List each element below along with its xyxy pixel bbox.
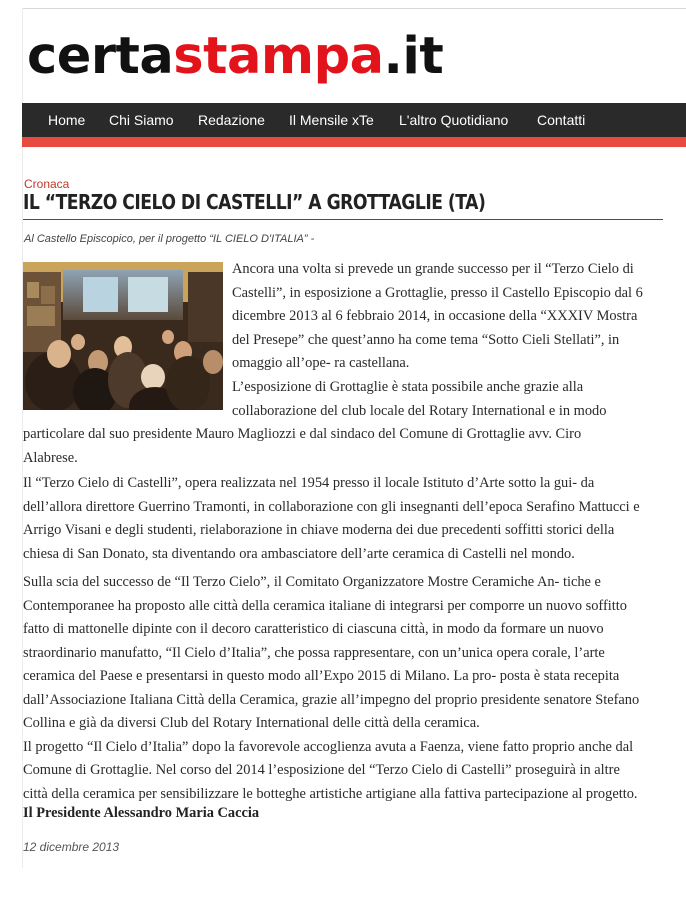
paragraph-1 xyxy=(232,258,672,376)
paragraph-3 xyxy=(23,472,668,566)
nav-item-il-mensile[interactable]: Il Mensile xTe xyxy=(289,112,374,128)
nav-item-contatti[interactable]: Contatti xyxy=(537,112,586,128)
article-title: IL “TERZO CIELO DI CASTELLI” A GROTTAGLIE (TA) xyxy=(23,190,486,214)
text-line: straordinario manufatto, “Il Cielo d’Italia”, che possa rappresentare, con un’unica opera corale, l’arte xyxy=(23,644,605,661)
article-category-link[interactable]: Cronaca xyxy=(24,177,70,191)
text-line: Il “Terzo Cielo di Castelli”, opera realizzata nel 1954 presso il locale Istituto d’Arte sotto la gui- da xyxy=(23,475,595,491)
text-line: Collina e già da diversi Club del Rotary International delle città della ceramica. xyxy=(23,715,480,731)
logo-part-certa: certa xyxy=(27,27,174,86)
article-subtitle: Al Castello Episcopico, per il progetto “IL CIELO D'ITALIA” - xyxy=(24,233,315,245)
text-line: Arrigo Visani e degli studenti, rielaborazione in chiave moderna dei due precedenti soffitti storici della xyxy=(23,522,615,538)
text-line: collaborazione del club locale del Rotary International e in modo xyxy=(232,402,607,419)
top-border xyxy=(22,8,686,9)
text-line: dall’Associazione Italiana Città della Ceramica, grazie all’impegno del proprio presidente senatore Stefano xyxy=(23,691,640,708)
text-line: Contemporanee ha proposto alle città della ceramica italiane di integrarsi per comporre un nuovo soffitto xyxy=(23,597,627,614)
article-date: 12 dicembre 2013 xyxy=(23,840,120,854)
article-signature: Il Presidente Alessandro Maria Caccia xyxy=(23,805,260,821)
text-line: Il progetto “Il Cielo d’Italia” dopo la favorevole accoglienza avuta a Faenza, viene fatto proprio anche dal xyxy=(23,738,634,755)
logo-part-stampa: stampa xyxy=(173,27,384,86)
title-divider xyxy=(23,219,663,220)
nav-item-redazione[interactable]: Redazione xyxy=(198,112,265,128)
text-line: dicembre 2013 al 6 febbraio 2014, in occasione della “XXXIV Mostra xyxy=(232,308,638,324)
site-logo[interactable] xyxy=(27,26,443,88)
exhibition-photo-image xyxy=(23,262,223,410)
text-line: del Presepe” che quest’anno ha come tema “Sotto Cieli Stellati”, in xyxy=(232,331,620,348)
text-line: città della ceramica per sensibilizzare le botteghe artistiche artigiane alla fattiva partecipazione al progetto. xyxy=(23,785,638,802)
text-line: fatto di mattonelle dipinte con il decoro caratteristico di ciascuna città, in modo da formare un nuovo xyxy=(23,621,604,637)
text-line: Ancora una volta si prevede un grande successo per il “Terzo Cielo di xyxy=(232,261,634,277)
paragraph-2-top xyxy=(232,376,672,423)
nav-item-chi-siamo[interactable]: Chi Siamo xyxy=(109,112,174,128)
text-line: L’esposizione di Grottaglie è stata possibile anche grazie alla xyxy=(232,379,584,395)
article-photo xyxy=(23,262,223,410)
text-line: Sulla scia del successo de “Il Terzo Cielo”, il Comitato Organizzatore Mostre Ceramiche An- tiche e xyxy=(23,574,601,590)
text-line: Alabrese. xyxy=(23,449,78,466)
text-line: Comune di Grottaglie. Nel corso del 2014 l’esposizione del “Terzo Cielo di Castelli” proseguirà in altre xyxy=(23,762,620,778)
paragraph-2-bottom xyxy=(23,423,668,470)
text-line: ceramica del Paese e presentarsi in questo modo all’Expo 2015 di Milano. La pro- posta è stata recepita xyxy=(23,668,620,684)
nav-item-altro-quotidiano[interactable]: L'altro Quotidiano xyxy=(399,112,509,128)
logo-part-it: .it xyxy=(383,27,444,86)
text-line: chiesa di San Donato, sta diventando ora ambasciatore dell’arte ceramica di Castelli nel mondo. xyxy=(23,545,575,562)
text-line: Castelli”, in esposizione a Grottaglie, presso il Castello Episcopio dal 6 xyxy=(232,284,643,301)
main-navigation xyxy=(22,103,686,137)
paragraph-4 xyxy=(23,571,668,806)
nav-accent-bar xyxy=(22,137,686,147)
text-line: particolare dal suo presidente Mauro Magliozzi e dal sindaco del Comune di Grottaglie avv. Ciro xyxy=(23,426,582,442)
nav-item-home[interactable]: Home xyxy=(48,112,86,128)
text-line: omaggio all’ope- ra castellana. xyxy=(232,355,410,371)
text-line: dell’allora direttore Guerrino Tramonti, in collaborazione con gli insegnanti dell’epoca Serafino Mattucci e xyxy=(23,498,640,515)
